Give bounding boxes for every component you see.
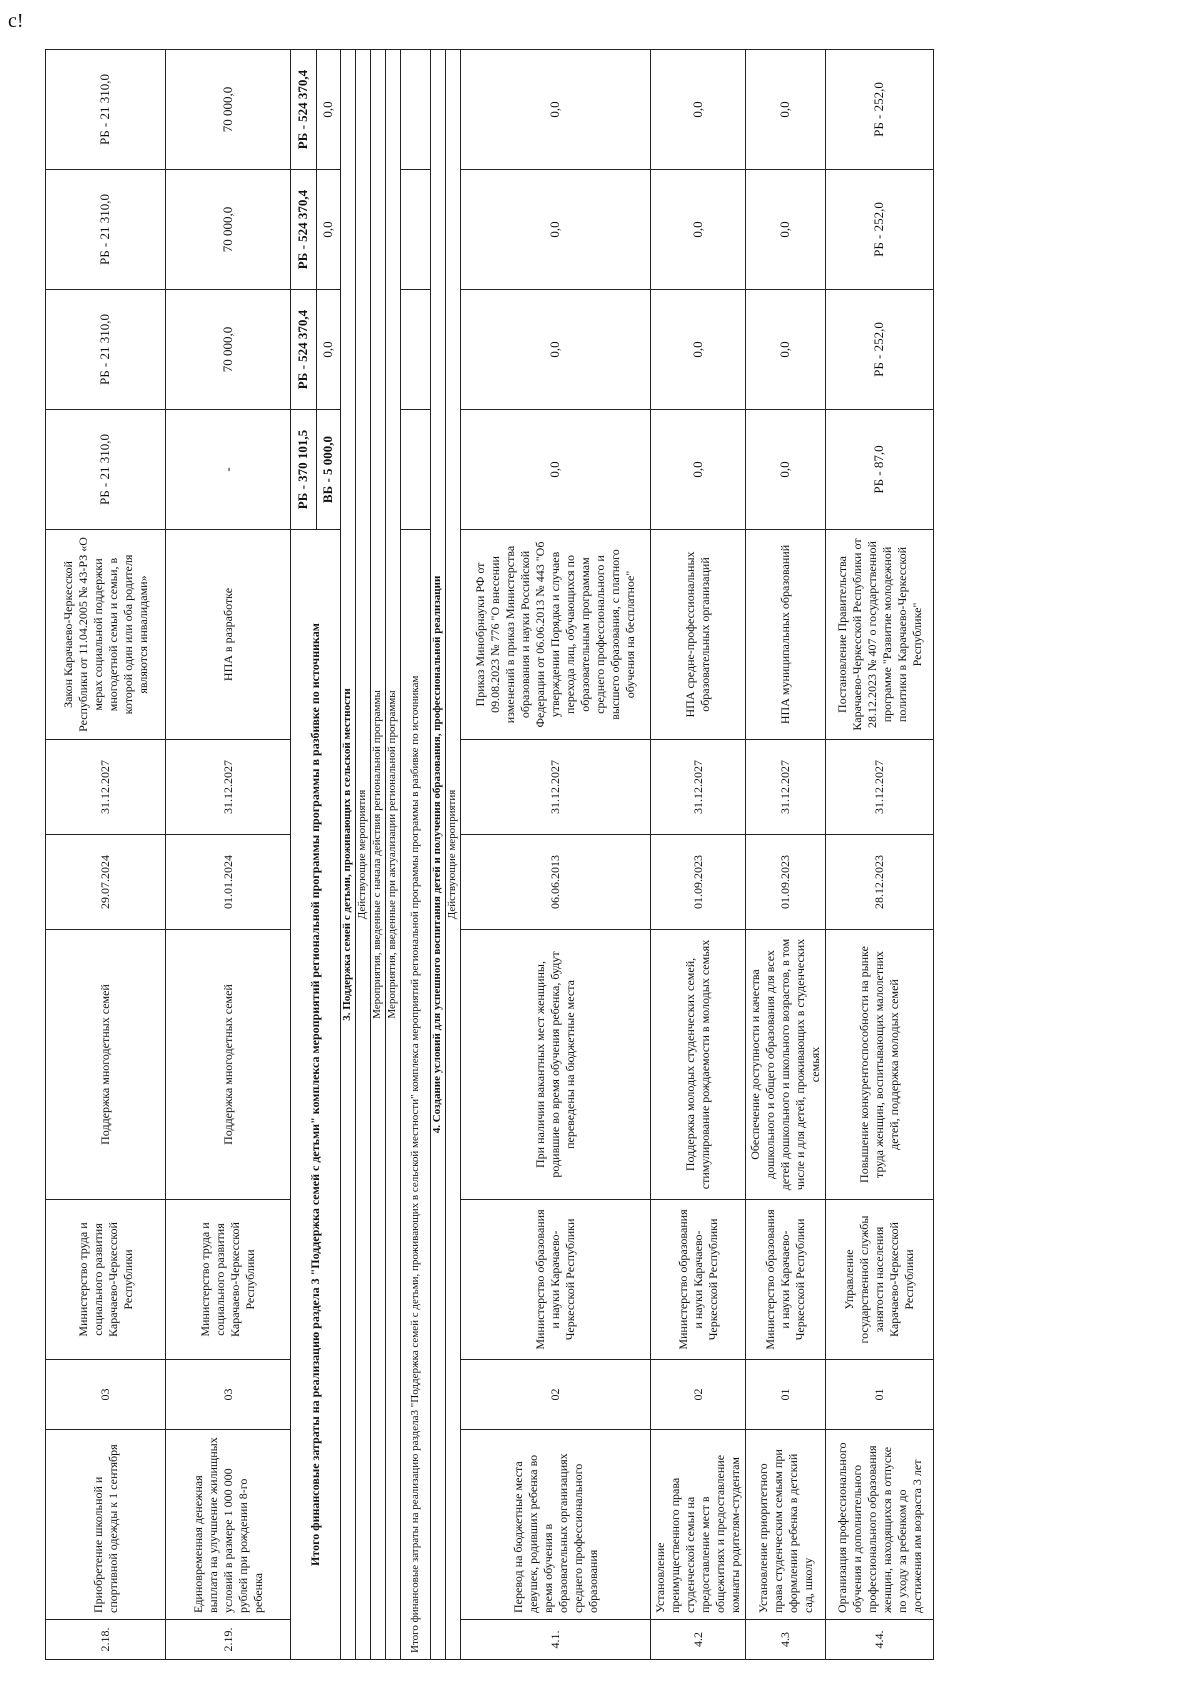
cell-executor: Управление государственной службы занятости населения Карачаево-Черкесской Республики bbox=[826, 1200, 934, 1360]
cell-end: 31.12.2027 bbox=[746, 740, 826, 835]
section3-total-row bbox=[401, 50, 431, 1660]
section3-sub3: Мероприятия, введенные при актуализации региональной программы bbox=[386, 50, 401, 1660]
section3-title: 3. Поддержка семей с детьми, проживающих в сельской местности bbox=[341, 50, 356, 1660]
cell-2026: 0,0 bbox=[461, 170, 651, 290]
total3-vb-2025: 0,0 bbox=[317, 290, 341, 410]
cell-2025: 70 000,0 bbox=[166, 290, 291, 410]
cell-2024: РБ - 87,0 bbox=[826, 410, 934, 530]
total3-rb-2025: РБ - 524 370,4 bbox=[291, 290, 317, 410]
row-4-3 bbox=[746, 50, 826, 1660]
cell-start: 01.01.2024 bbox=[166, 835, 291, 930]
cell-executor: Министерство труда и социального развития Карачаево-Черкесской Республики bbox=[46, 1200, 166, 1360]
cell-goal: При наличии вакантных мест женщины, родившие во время обучения ребенка, будут переведены на бюджетные места bbox=[461, 930, 651, 1200]
cell-2025: 0,0 bbox=[746, 290, 826, 410]
cell-executor: Министерство образования и науки Карачаево-Черкесской Республики bbox=[746, 1200, 826, 1360]
rotated-page bbox=[45, 50, 1155, 1660]
row-4-2 bbox=[651, 50, 746, 1660]
row-2-19 bbox=[166, 50, 291, 1660]
cell-2026: РБ - 252,0 bbox=[826, 170, 934, 290]
cell-no: 2.18. bbox=[46, 1620, 166, 1660]
cell-goal: Обеспечение доступности и качества дошкольного и общего образования для всех детей дошкольного и школьного возрастов, в том числе и для детей, проживающих в студенческих семьях bbox=[746, 930, 826, 1200]
cell-2024: 0,0 bbox=[746, 410, 826, 530]
cell-goal: Поддержка многодетных семей bbox=[46, 930, 166, 1200]
cell-no: 4.1. bbox=[461, 1620, 651, 1660]
cell-2024: - bbox=[166, 410, 291, 530]
section4-sub1: Действующие мероприятия bbox=[446, 50, 461, 1660]
total3-rb-2024: РБ - 370 101,5 bbox=[291, 410, 317, 530]
total3-label: Итого финансовые затраты на реализацию раздела 3 "Поддержка семей с детьми" комплекса мероприятий региональной программы программы в разбивке по источникам bbox=[291, 530, 341, 1660]
total3-vb-2027: 0,0 bbox=[317, 50, 341, 170]
cell-2025: 0,0 bbox=[651, 290, 746, 410]
cell-2027: 70 000,0 bbox=[166, 50, 291, 170]
cell-name: Организация профессионального обучения и дополнительного профессионального образования женщин, находящихся в отпуске по уходу за ребенком до достижения им возраста 3 лет bbox=[826, 1430, 934, 1620]
cell-name: Единовременная денежная выплата на улучшение жилищных условий в размере 1 000 000 рублей при рождении 8-го ребенка bbox=[166, 1430, 291, 1620]
section4-title-row bbox=[431, 50, 446, 1660]
cell-2026: 0,0 bbox=[746, 170, 826, 290]
section3-title-row bbox=[341, 50, 356, 1660]
cell-2024: 0,0 bbox=[651, 410, 746, 530]
cell-2025: 0,0 bbox=[461, 290, 651, 410]
cell-2026: 70 000,0 bbox=[166, 170, 291, 290]
row-2-18 bbox=[46, 50, 166, 1660]
total3-vb-2024: ВБ - 5 000,0 bbox=[317, 410, 341, 530]
cell-npa: НПА в разработке bbox=[166, 530, 291, 740]
section3-sub3-row bbox=[386, 50, 401, 1660]
cell-no: 2.19. bbox=[166, 1620, 291, 1660]
section4-sub1-row bbox=[446, 50, 461, 1660]
cell-end: 31.12.2027 bbox=[166, 740, 291, 835]
cell-2024: РБ - 21 310,0 bbox=[46, 410, 166, 530]
cell-npa: Постановление Правительства Карачаево-Черкесской Республики от 28.12.2023 № 407 о государственной программе "Развитие молодежной политики в Карачаево-Черкесской Республике" bbox=[826, 530, 934, 740]
section3-total: Итого финансовые затраты на реализацию раздела3 "Поддержка семей с детьми, проживающих в сельской местности" комплекса мероприятий региональной программы программы в разбивке по источникам bbox=[401, 530, 431, 1660]
cell-2026: 0,0 bbox=[651, 170, 746, 290]
total3-rb-2027: РБ - 524 370,4 bbox=[291, 50, 317, 170]
cell-end: 31.12.2027 bbox=[46, 740, 166, 835]
cell-type: 03 bbox=[166, 1360, 291, 1430]
cell-2024: 0,0 bbox=[461, 410, 651, 530]
cell-2027: 0,0 bbox=[651, 50, 746, 170]
total3-vb-2026: 0,0 bbox=[317, 170, 341, 290]
measures-table bbox=[45, 49, 934, 1660]
cell-name: Установление приоритетного права студенческим семьям при оформлении ребенка в детский сад, школу bbox=[746, 1430, 826, 1620]
cell-type: 02 bbox=[651, 1360, 746, 1430]
total3-rb-2026: РБ - 524 370,4 bbox=[291, 170, 317, 290]
cell-executor: Министерство труда и социального развития Карачаево-Черкесской Республики bbox=[166, 1200, 291, 1360]
cell-type: 03 bbox=[46, 1360, 166, 1430]
row-4-4 bbox=[826, 50, 934, 1660]
cell-start: 29.07.2024 bbox=[46, 835, 166, 930]
cell-2027: 0,0 bbox=[746, 50, 826, 170]
cell-2025: РБ - 21 310,0 bbox=[46, 290, 166, 410]
cell-2026: РБ - 21 310,0 bbox=[46, 170, 166, 290]
cell-name: Установление преимущественного права студенческой семьи на предоставление мест в общежитиях и предоставление комнаты родителям-студентам bbox=[651, 1430, 746, 1620]
cell-type: 02 bbox=[461, 1360, 651, 1430]
cell-no: 4.3 bbox=[746, 1620, 826, 1660]
cell-2027: РБ - 21 310,0 bbox=[46, 50, 166, 170]
section3-sub2-row bbox=[371, 50, 386, 1660]
cell-2027: РБ - 252,0 bbox=[826, 50, 934, 170]
section4-title: 4. Создание условий для успешного воспитания детей и получения образования, профессиональной реализации bbox=[431, 50, 446, 1660]
cell-goal: Повышение конкурентоспособности на рынке труда женщин, воспитывающих малолетних детей, поддержка молодых семей bbox=[826, 930, 934, 1200]
cell-2027: 0,0 bbox=[461, 50, 651, 170]
row-total3-rb bbox=[291, 50, 317, 1660]
cell-executor: Министерство образования и науки Карачаево-Черкесской Республики bbox=[461, 1200, 651, 1360]
cell-npa: НПА средне-профессиональных образовательных организаций bbox=[651, 530, 746, 740]
cell-npa: Закон Карачаево-Черкесской Республики от 11.04.2005 № 43-РЗ «О мерах социальной поддержки многодетной семьи и семьи, в которой один или оба родителя являются инвалидами» bbox=[46, 530, 166, 740]
cell-start: 28.12.2023 bbox=[826, 835, 934, 930]
cell-name: Приобретение школьной и спортивной одежды к 1 сентября bbox=[46, 1430, 166, 1620]
section3-sub1-row bbox=[356, 50, 371, 1660]
cell-type: 01 bbox=[746, 1360, 826, 1430]
cell-start: 01.09.2023 bbox=[651, 835, 746, 930]
cell-no: 4.2 bbox=[651, 1620, 746, 1660]
cell-end: 31.12.2027 bbox=[651, 740, 746, 835]
section3-sub1: Действующие мероприятия bbox=[356, 50, 371, 1660]
cell-2025: РБ - 252,0 bbox=[826, 290, 934, 410]
cell-npa: Приказ Минобрнауки РФ от 09.08.2023 № 776 "О внесении изменений в приказ Министерства образования и науки Российской Федерации от 06.06.2013 № 443 "Об утверждении Порядка и случаев перехода лиц, обучающихся по образовательным программам среднего профессионального и высшего образования, с платного обучения на бесплатное" bbox=[461, 530, 651, 740]
page-mark: с! bbox=[8, 10, 24, 32]
cell-executor: Министерство образования и науки Карачаево-Черкесской Республики bbox=[651, 1200, 746, 1360]
cell-end: 31.12.2027 bbox=[461, 740, 651, 835]
cell-start: 01.09.2023 bbox=[746, 835, 826, 930]
cell-start: 06.06.2013 bbox=[461, 835, 651, 930]
cell-no: 4.4. bbox=[826, 1620, 934, 1660]
row-4-1 bbox=[461, 50, 651, 1660]
cell-goal: Поддержка многодетных семей bbox=[166, 930, 291, 1200]
cell-type: 01 bbox=[826, 1360, 934, 1430]
cell-npa: НПА муниципальных образований bbox=[746, 530, 826, 740]
section3-sub2: Мероприятия, введенные с начала действия региональной программы bbox=[371, 50, 386, 1660]
cell-end: 31.12.2027 bbox=[826, 740, 934, 835]
cell-name: Перевод на бюджетные места девушек, родивших ребенка во время обучения в образовательных организациях среднего профессионального образования bbox=[461, 1430, 651, 1620]
cell-goal: Поддержка молодых студенческих семей, стимулирование рождаемости в молодых семьях bbox=[651, 930, 746, 1200]
